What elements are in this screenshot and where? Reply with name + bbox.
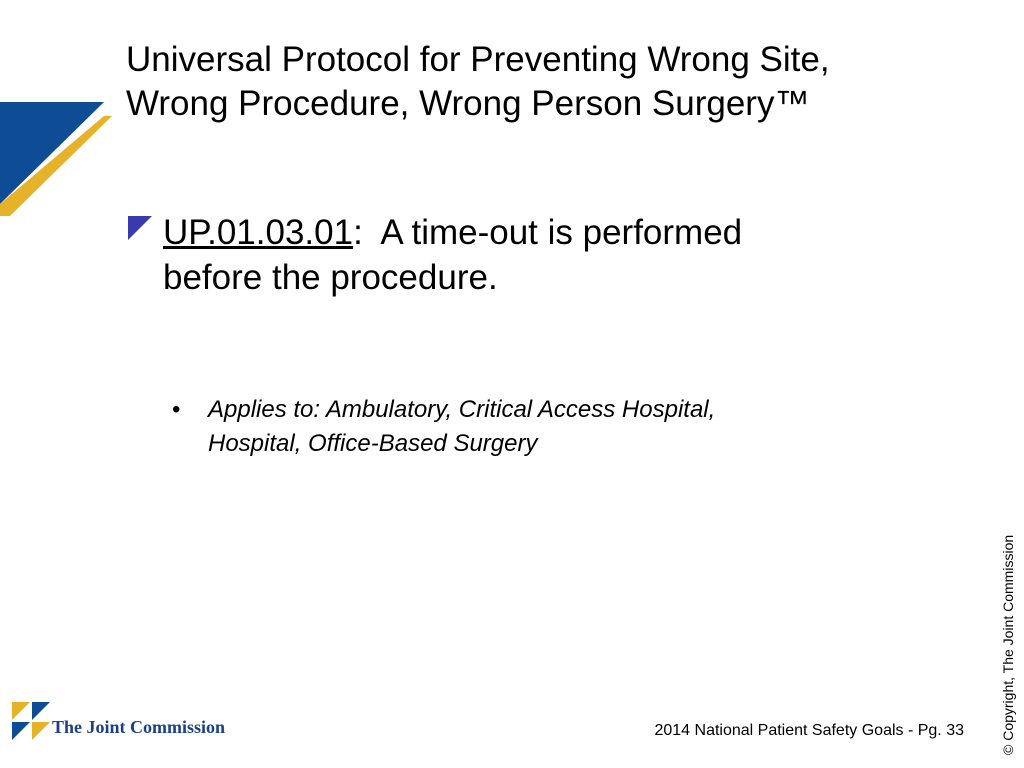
bullet-arrow-icon [128, 216, 152, 240]
copyright-text: © Copyright, The Joint Commission [1000, 534, 1016, 755]
joint-commission-logo-icon [10, 700, 54, 744]
main-point-line-2: before the procedure. [163, 258, 498, 297]
title-line-1: Universal Protocol for Preventing Wrong Site, [126, 40, 830, 79]
main-bullet-point [128, 210, 888, 300]
standard-code-link[interactable]: UP.01.03.01 [163, 213, 354, 252]
logo-wordmark: The Joint Commission [52, 717, 226, 737]
slide-title [126, 38, 946, 126]
footer-page-label: 2014 National Patient Safety Goals - Pg. 33 [654, 722, 964, 739]
bullet-dot-icon: • [172, 396, 181, 423]
corner-triangles-icon [0, 100, 120, 220]
sub-point-line-1: Applies to: Ambulatory, Critical Access Hospital, [208, 396, 716, 423]
sub-point-line-2: Hospital, Office-Based Surgery [208, 430, 538, 457]
sub-point-text [208, 393, 892, 461]
title-line-2: Wrong Procedure, Wrong Person Surgery™ [126, 84, 810, 123]
main-point-line-1: A time-out is performed [380, 213, 743, 252]
main-point-text [163, 210, 888, 300]
code-separator: : [353, 213, 381, 252]
sub-bullet-point [172, 393, 892, 461]
